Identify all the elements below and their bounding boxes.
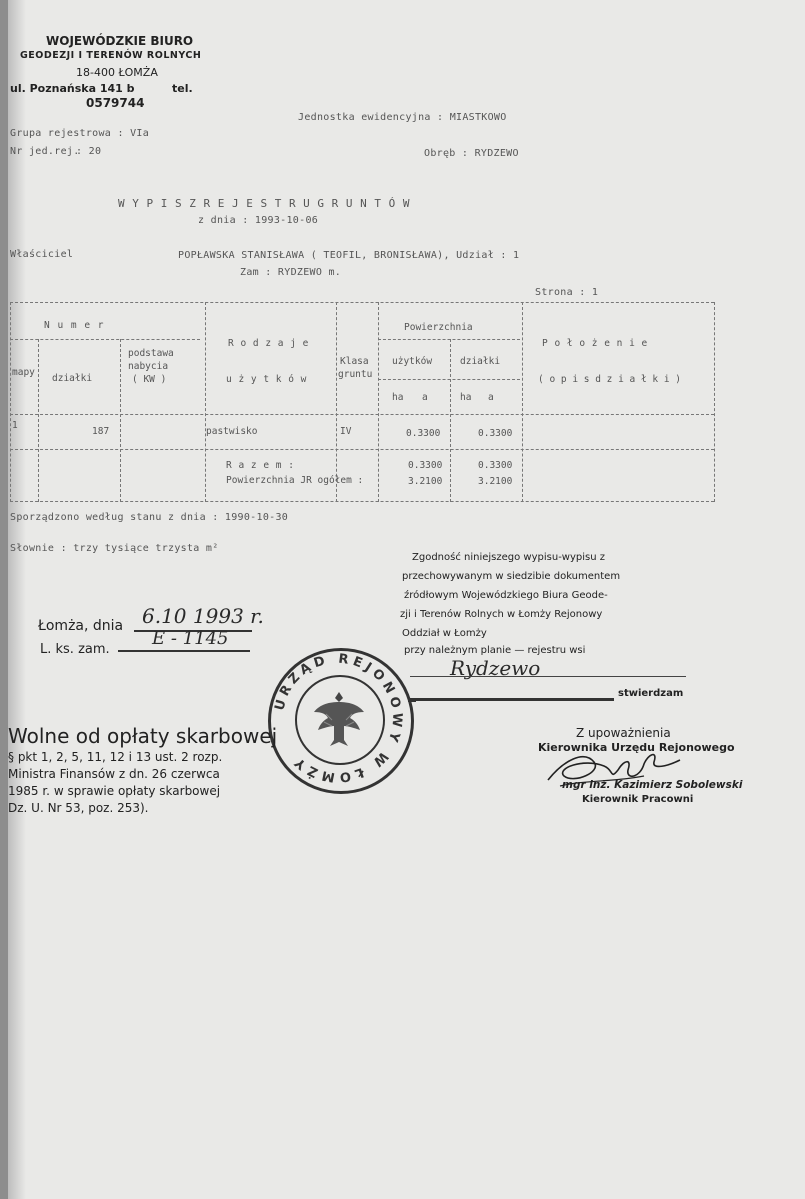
obreb: Obręb : RYDZEWO xyxy=(424,148,519,159)
col-podstawa: podstawa xyxy=(128,348,174,359)
col-opis-dzialki: ( o p i s d z i a ł k i ) xyxy=(538,374,681,385)
wies-handwritten: Rydzewo xyxy=(450,656,541,680)
wlasciciel-label: Właściciel xyxy=(10,249,74,260)
wolne-line-4: 1985 r. w sprawie opłaty skarbowej xyxy=(8,784,221,798)
zgodnosc-line-3: źródłowym Wojewódzkiego Biura Geode- xyxy=(404,590,608,601)
wlasciciel-value: POPŁAWSKA STANISŁAWA ( TEOFIL, BRONISŁAWA), Udział : 1 xyxy=(178,250,520,261)
zgodnosc-line-5: Oddział w Łomży xyxy=(402,628,487,639)
stwierdzam-line xyxy=(410,698,614,701)
col-polozenie: P o ł o ż e n i e xyxy=(542,338,648,349)
eagle-emblem-icon xyxy=(312,686,366,750)
stwierdzam: stwierdzam xyxy=(618,688,684,699)
jednostka-ewidencyjna: Jednostka ewidencyjna : MIASTKOWO xyxy=(298,112,507,123)
col-nabycia: nabycia xyxy=(128,361,169,372)
wolne-line-3: Ministra Finansów z dn. 26 czerwca xyxy=(8,767,220,781)
strona: Strona : 1 xyxy=(535,287,599,298)
nr-jed-rej-label: Nr jed.rej. xyxy=(10,146,80,157)
col-uzytkow: u ż y t k ó w xyxy=(226,374,307,385)
col-mapy: mapy xyxy=(12,367,35,378)
document-title: W Y P I S Z R E J E S T R U G R U N T Ó W xyxy=(118,197,411,210)
pow-ogolem-2: 3.2100 xyxy=(478,476,513,487)
razem-dzialka: 0.3300 xyxy=(478,460,513,471)
col-numer: N u m e r xyxy=(44,320,105,331)
col-ha-2: ha xyxy=(460,392,472,403)
row-pow-uzytku: 0.3300 xyxy=(406,428,441,439)
col-a-2: a xyxy=(488,392,494,403)
row-pow-dzialki: 0.3300 xyxy=(478,428,513,439)
page-edge-shadow xyxy=(8,0,26,1199)
col-powierzchnia: Powierzchnia xyxy=(404,322,473,333)
ks-underline xyxy=(118,650,250,652)
zgodnosc-line-6: przy należnym planie — rejestru wsi xyxy=(404,645,586,656)
pow-ogolem-1: 3.2100 xyxy=(408,476,443,487)
pow-ogolem-label: Powierzchnia JR ogółem : xyxy=(226,475,364,486)
stamp-line-1: WOJEWÓDZKIE BIURO xyxy=(46,34,194,48)
col-pow-dzialki: działki xyxy=(460,356,501,367)
lomza-date-handwritten: 6.10 1993 r. xyxy=(142,604,264,628)
col-klasa: Klasa xyxy=(340,356,369,367)
stamp-line-4b: tel. xyxy=(172,82,193,95)
ks-zam-handwritten: E - 1145 xyxy=(152,628,229,649)
document-date: z dnia : 1993-10-06 xyxy=(198,215,319,226)
col-a-1: a xyxy=(422,392,428,403)
col-gruntu: gruntu xyxy=(338,369,373,380)
ks-zam: L. ks. zam. xyxy=(40,642,110,657)
nr-jed-rej-value: : 20 xyxy=(76,146,102,157)
col-rodzaje: R o d z a j e xyxy=(228,338,309,349)
row-dzialka: 187 xyxy=(92,426,110,437)
razem-label: R a z e m : xyxy=(226,460,295,471)
kierownik-urzedu: Kierownika Urzędu Rejonowego xyxy=(538,741,735,754)
col-pow-uzytkow: użytków xyxy=(392,356,433,367)
stamp-line-5: 0579744 xyxy=(86,96,145,110)
stamp-line-2: GEODEZJI I TERENÓW ROLNYCH xyxy=(20,50,202,61)
zgodnosc-line-2: przechowywanym w siedzibie dokumentem xyxy=(402,571,621,582)
col-dzialki: działki xyxy=(52,373,93,384)
wolne-line-2: § pkt 1, 2, 5, 11, 12 i 13 ust. 2 rozp. xyxy=(8,750,223,764)
col-kw: ( KW ) xyxy=(132,374,167,385)
col-ha-1: ha xyxy=(392,392,404,403)
zgodnosc-line-1: Zgodność niniejszego wypisu-wypisu z xyxy=(412,552,606,563)
wolne-line-5: Dz. U. Nr 53, poz. 253). xyxy=(8,801,149,815)
row-mapa: 1 xyxy=(12,420,18,431)
wies-underline xyxy=(410,676,686,677)
grupa-rejestrowa: Grupa rejestrowa : VIa xyxy=(10,128,150,139)
wolne-line-1: Wolne od opłaty skarbowej xyxy=(8,724,278,748)
zgodnosc-line-4: zji i Terenów Rolnych w Łomży Rejonowy xyxy=(400,609,603,620)
svg-text:URZĄD REJONOWY W ŁOMŻY: URZĄD REJONOWY W ŁOMŻY xyxy=(272,651,405,785)
mgr-name: mgr inż. Kazimierz Sobolewski xyxy=(562,779,743,791)
stamp-line-4: ul. Poznańska 141 b xyxy=(10,82,135,95)
lomza-dnia: Łomża, dnia xyxy=(38,618,124,634)
parcel-table xyxy=(10,302,714,502)
row-rodzaj: pastwisko xyxy=(206,426,258,437)
zamieszkanie: Zam : RYDZEWO m. xyxy=(240,267,342,278)
razem-uzytek: 0.3300 xyxy=(408,460,443,471)
slownie: Słownie : trzy tysiące trzysta m² xyxy=(10,543,219,554)
row-klasa: IV xyxy=(340,426,352,437)
z-upowaznienia: Z upoważnienia xyxy=(576,726,671,740)
kierownik-pracowni: Kierownik Pracowni xyxy=(582,794,694,805)
stamp-line-3: 18-400 ŁOMŻA xyxy=(76,66,158,79)
sporzadzono: Sporządzono według stanu z dnia : 1990-10-30 xyxy=(10,512,289,523)
